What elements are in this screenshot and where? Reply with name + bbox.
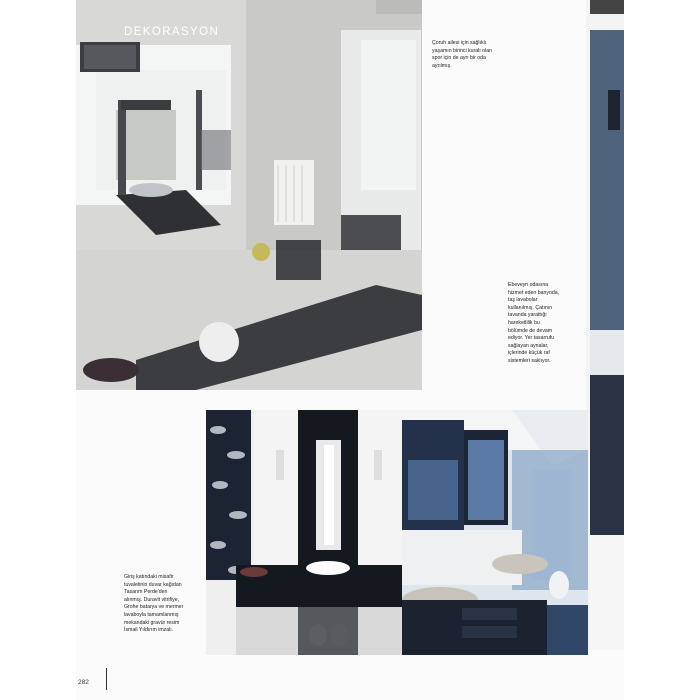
- caption-line: lavaboyla tamamlanmış: [124, 611, 179, 618]
- caption-line: tuvaletinin duvar kağıdan: [124, 581, 182, 588]
- caption-line: yaşamın birinci kuralı olan: [432, 47, 492, 54]
- section-title: DEKORASYON: [124, 26, 220, 38]
- caption-line: taş lavabolar: [508, 297, 538, 304]
- gym-caption: [432, 40, 522, 70]
- caption-line: mekandaki gravür resim: [124, 619, 180, 626]
- caption-line: Ebeveyn odasına: [508, 282, 549, 288]
- caption-line: Çoruh ailesi için sağlıklı: [432, 40, 487, 46]
- caption-line: ayrılmış.: [432, 62, 452, 69]
- master-bath-caption: [508, 282, 586, 366]
- caption-line: Giriş katındaki misafir: [124, 574, 174, 580]
- magazine-page: [76, 0, 624, 700]
- folio-rule: [106, 668, 107, 690]
- caption-line: ediyor. Yer tasarrufu: [508, 335, 555, 342]
- caption-line: bölümde de devam: [508, 327, 553, 334]
- caption-line: Tasarım Perde'den: [124, 589, 168, 596]
- caption-line: kullanılmış. Çatının: [508, 304, 553, 311]
- caption-line: sistemleri saklıyor.: [508, 357, 551, 364]
- gym-photo: [76, 0, 422, 390]
- caption-line: içlerinde küçük raf: [508, 350, 550, 357]
- caption-line: alınmış. Duravit vitrifiye,: [124, 596, 180, 603]
- caption-line: sağlayan aynalar,: [508, 342, 549, 349]
- caption-line: tavanda yarattığı: [508, 312, 547, 319]
- guest-wc-caption: [124, 574, 206, 635]
- caption-line: hareketlilik bu: [508, 319, 540, 326]
- page-number: 282: [78, 679, 89, 686]
- adjacent-photo-strip: [586, 0, 624, 650]
- caption-line: spor için de ayrı bir oda: [432, 55, 486, 62]
- caption-line: İsmail Yıldırım imzalı.: [124, 627, 174, 634]
- master-bath-photo: [402, 410, 588, 655]
- caption-line: hizmet eden banyoda,: [508, 289, 560, 296]
- caption-line: Grohe batarya ve mermer: [124, 604, 184, 611]
